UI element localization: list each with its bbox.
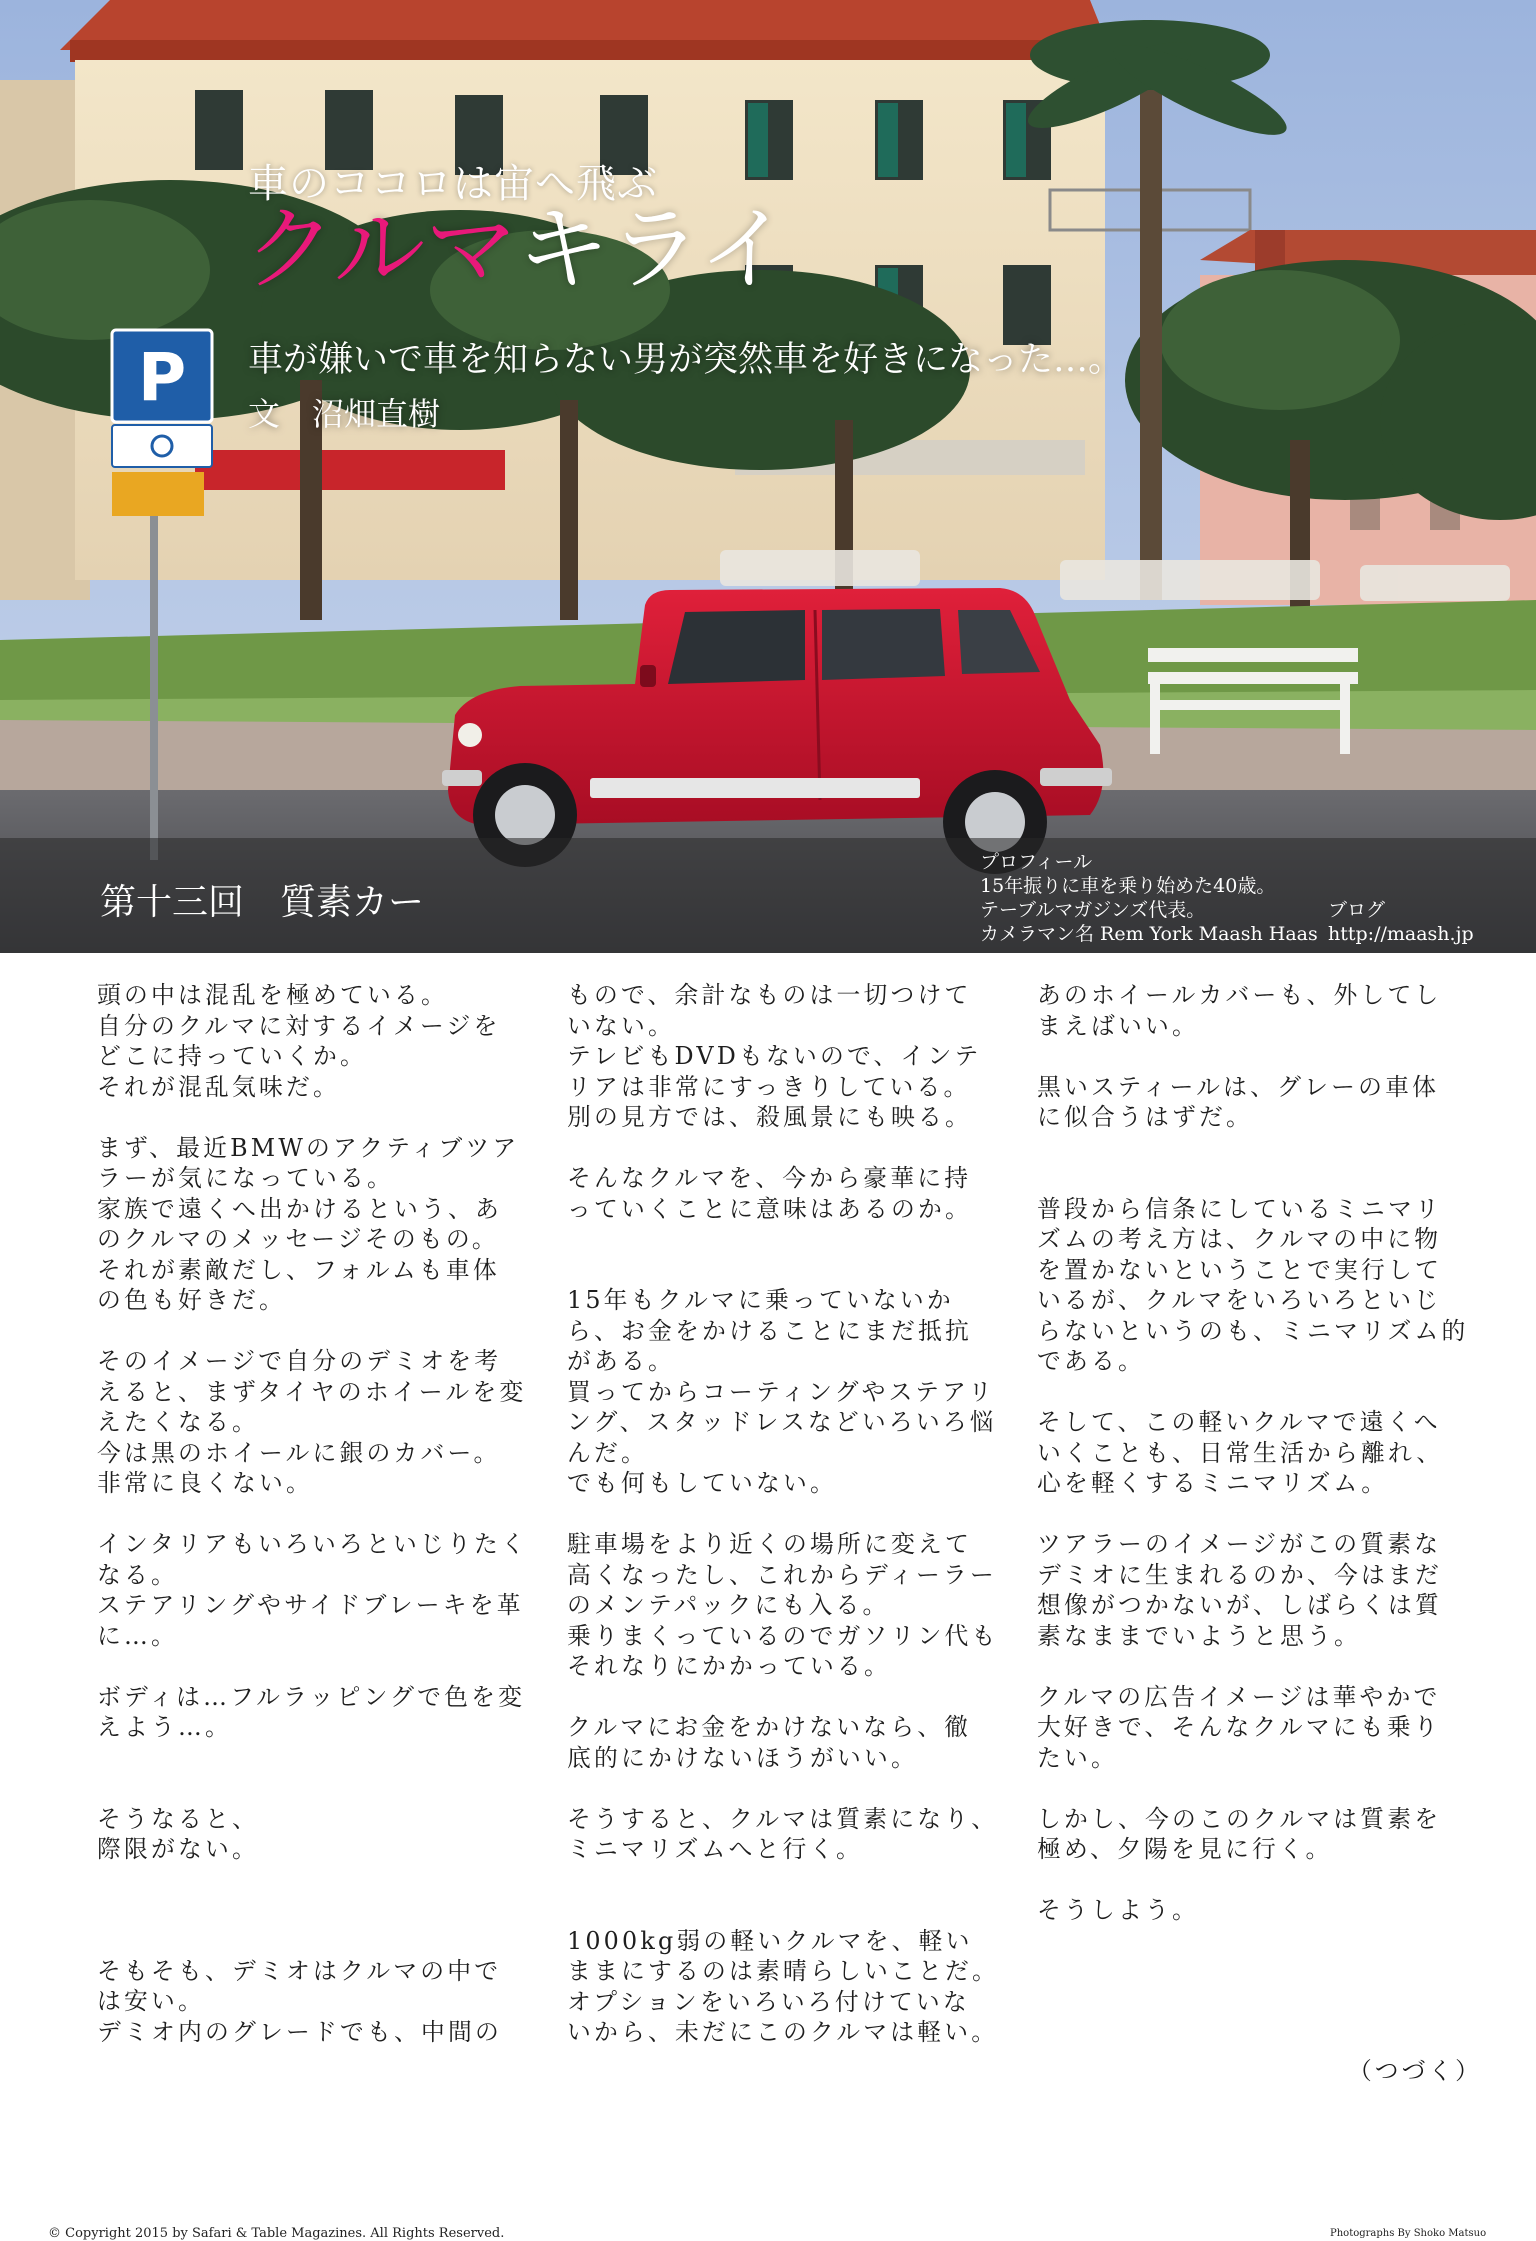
text-line: 心を軽くするミニマリズム。 bbox=[1037, 1469, 1389, 1497]
text-line: は安い。 bbox=[97, 1987, 205, 2015]
text-line: ままにするのは素晴らしいことだ。 bbox=[567, 1957, 999, 1985]
profile-line: テーブルマガジンズ代表。 bbox=[980, 899, 1206, 921]
text-line: テレビもDVDもないので、インテ bbox=[567, 1042, 982, 1070]
text-line: 買ってからコーティングやステアリ bbox=[567, 1377, 996, 1406]
profile-line: プロフィール bbox=[980, 851, 1093, 873]
text-line: もので、余計なものは一切つけて bbox=[567, 981, 972, 1009]
text-line: ら、お金をかけることにまだ抵抗 bbox=[567, 1316, 972, 1345]
text-line: そうすると、クルマは質素になり、 bbox=[567, 1804, 999, 1833]
copyright-notice: © Copyright 2015 by Safari & Table Magazines. All Rights Reserved. bbox=[48, 2226, 505, 2241]
text-line: いるが、クルマをいろいろといじ bbox=[1037, 1286, 1442, 1314]
text-line: 15年もクルマに乗っていないか bbox=[567, 1286, 954, 1314]
text-line: 別の見方では、殺風景にも映る。 bbox=[567, 1103, 972, 1131]
text-line: のメンテパックにも入る。 bbox=[567, 1591, 890, 1619]
text-line: いくことも、日常生活から離れ、 bbox=[1037, 1438, 1444, 1467]
blog-label: ブログ bbox=[1328, 899, 1386, 921]
series-kicker: 車のココロは宙へ飛ぶ bbox=[248, 161, 658, 207]
text-line: ツアラーのイメージがこの質素な bbox=[1037, 1530, 1442, 1558]
text-line: それが混乱気味だ。 bbox=[97, 1072, 340, 1101]
text-line: 駐車場をより近くの場所に変えて bbox=[567, 1530, 972, 1558]
photo-credit: Photographs By Shoko Matsuo bbox=[1330, 2228, 1487, 2239]
text-line: そのイメージで自分のデミオを考 bbox=[97, 1347, 502, 1375]
text-line: いない。 bbox=[567, 1011, 675, 1040]
parking-sign-letter: P bbox=[137, 339, 187, 416]
blog-info bbox=[1328, 898, 1474, 946]
text-line: でも何もしていない。 bbox=[567, 1469, 837, 1497]
hero-photo bbox=[0, 0, 1536, 953]
blog-link[interactable]: http://maash.jp bbox=[1328, 923, 1474, 945]
title-white-part: キライ bbox=[517, 196, 791, 303]
text-line: しかし、今のこのクルマは質素を bbox=[1037, 1804, 1442, 1833]
text-line: リアは非常にすっきりしている。 bbox=[567, 1072, 971, 1101]
profile-line: 15年振りに車を乗り始めた40歳。 bbox=[980, 875, 1276, 897]
text-line: そうしよう。 bbox=[1037, 1896, 1199, 1924]
text-line: 大好きで、そんなクルマにも乗り bbox=[1037, 1713, 1441, 1741]
text-line: えたくなる。 bbox=[97, 1408, 259, 1436]
text-line: インタリアもいろいろといじりたく bbox=[97, 1530, 528, 1558]
text-line: ステアリングやサイドブレーキを革 bbox=[97, 1591, 524, 1619]
text-line: どこに持っていくか。 bbox=[97, 1042, 367, 1070]
text-line: がある。 bbox=[567, 1347, 675, 1375]
text-line: らないというのも、ミニマリズム的 bbox=[1037, 1316, 1469, 1345]
text-line: 自分のクルマに対するイメージを bbox=[97, 1011, 501, 1040]
text-line: である。 bbox=[1037, 1347, 1145, 1375]
text-line: クルマにお金をかけないなら、徹 bbox=[567, 1713, 972, 1741]
text-line: たい。 bbox=[1037, 1743, 1118, 1772]
text-line: ボディは…フルラッピングで色を変 bbox=[97, 1682, 526, 1711]
profile-line: カメラマン名 Rem York Maash Haas bbox=[980, 923, 1318, 945]
text-line: 家族で遠くへ出かけるという、あ bbox=[97, 1194, 502, 1223]
text-line: ング、スタッドレスなどいろいろ悩 bbox=[567, 1408, 997, 1436]
text-line: 際限がない。 bbox=[97, 1835, 259, 1863]
text-line: なる。 bbox=[97, 1560, 178, 1589]
text-line: それが素敵だし、フォルムも車体 bbox=[97, 1255, 500, 1284]
text-line: デミオ内のグレードでも、中間の bbox=[97, 2017, 502, 2046]
text-line: デミオに生まれるのか、今はまだ bbox=[1037, 1560, 1442, 1589]
text-line: まえばいい。 bbox=[1037, 1011, 1199, 1040]
title-pink-part: クルマ bbox=[244, 196, 518, 303]
text-line: えよう…。 bbox=[97, 1713, 232, 1741]
text-line: そもそも、デミオはクルマの中で bbox=[97, 1956, 502, 1985]
to-be-continued: （つづく） bbox=[1348, 2057, 1482, 2085]
text-line: えると、まずタイヤのホイールを変 bbox=[97, 1377, 527, 1406]
text-line: あのホイールカバーも、外してし bbox=[1037, 981, 1442, 1009]
column-title bbox=[244, 196, 791, 303]
text-line: 高くなったし、これからディーラー bbox=[567, 1560, 998, 1589]
text-line: 乗りまくっているのでガソリン代も bbox=[567, 1621, 999, 1650]
text-line: に似合うはずだ。 bbox=[1037, 1103, 1253, 1131]
text-line: 黒いスティールは、グレーの車体 bbox=[1037, 1072, 1440, 1101]
column-subtitle: 車が嫌いで車を知らない男が突然車を好きになった…。 bbox=[248, 340, 1124, 380]
episode-title: 第十三回 質素カー bbox=[100, 882, 425, 923]
author-profile bbox=[980, 850, 1318, 946]
text-line: まず、最近BMWのアクティブツア bbox=[97, 1133, 520, 1162]
text-line: オプションをいろいろ付けていな bbox=[567, 1987, 970, 2016]
text-line: ズムの考え方は、クルマの中に物 bbox=[1037, 1225, 1442, 1253]
text-line: を置かないということで実行して bbox=[1037, 1255, 1442, 1284]
text-line: そんなクルマを、今から豪華に持 bbox=[567, 1164, 972, 1192]
article-column-2 bbox=[567, 980, 997, 2078]
text-line: 普段から信条にしているミニマリ bbox=[1037, 1194, 1442, 1223]
article-column-1 bbox=[97, 980, 527, 2078]
text-line: のクルマのメッセージそのもの。 bbox=[97, 1225, 499, 1253]
text-line: 今は黒のホイールに銀のカバー。 bbox=[97, 1438, 501, 1467]
text-line: それなりにかかっている。 bbox=[567, 1652, 891, 1680]
hero-scene bbox=[0, 0, 1536, 953]
text-line: 素なままでいようと思う。 bbox=[1037, 1621, 1361, 1650]
text-line: の色も好きだ。 bbox=[97, 1286, 286, 1314]
author-byline: 文 沼畑直樹 bbox=[248, 395, 441, 433]
text-line: ミニマリズムへと行く。 bbox=[567, 1835, 864, 1863]
text-line: いから、未だにこのクルマは軽い。 bbox=[567, 2018, 999, 2046]
text-line: 1000kg弱の軽いクルマを、軽い bbox=[567, 1926, 973, 1955]
text-line: クルマの広告イメージは華やかで bbox=[1037, 1682, 1441, 1711]
text-line: 想像がつかないが、しばらくは質 bbox=[1037, 1591, 1442, 1619]
text-line: っていくことに意味はあるのか。 bbox=[567, 1194, 972, 1223]
text-line: に…。 bbox=[97, 1621, 178, 1650]
text-line: んだ。 bbox=[567, 1438, 648, 1467]
text-line: 非常に良くない。 bbox=[97, 1469, 313, 1497]
text-line: 頭の中は混乱を極めている。 bbox=[97, 981, 448, 1009]
text-line: 底的にかけないほうがいい。 bbox=[567, 1743, 918, 1772]
text-line: そして、この軽いクルマで遠くへ bbox=[1037, 1408, 1441, 1436]
text-line: そうなると、 bbox=[97, 1804, 259, 1833]
article-column-3 bbox=[1037, 980, 1467, 1956]
text-line: ラーが気になっている。 bbox=[97, 1164, 394, 1192]
text-line: 極め、夕陽を見に行く。 bbox=[1037, 1835, 1333, 1863]
